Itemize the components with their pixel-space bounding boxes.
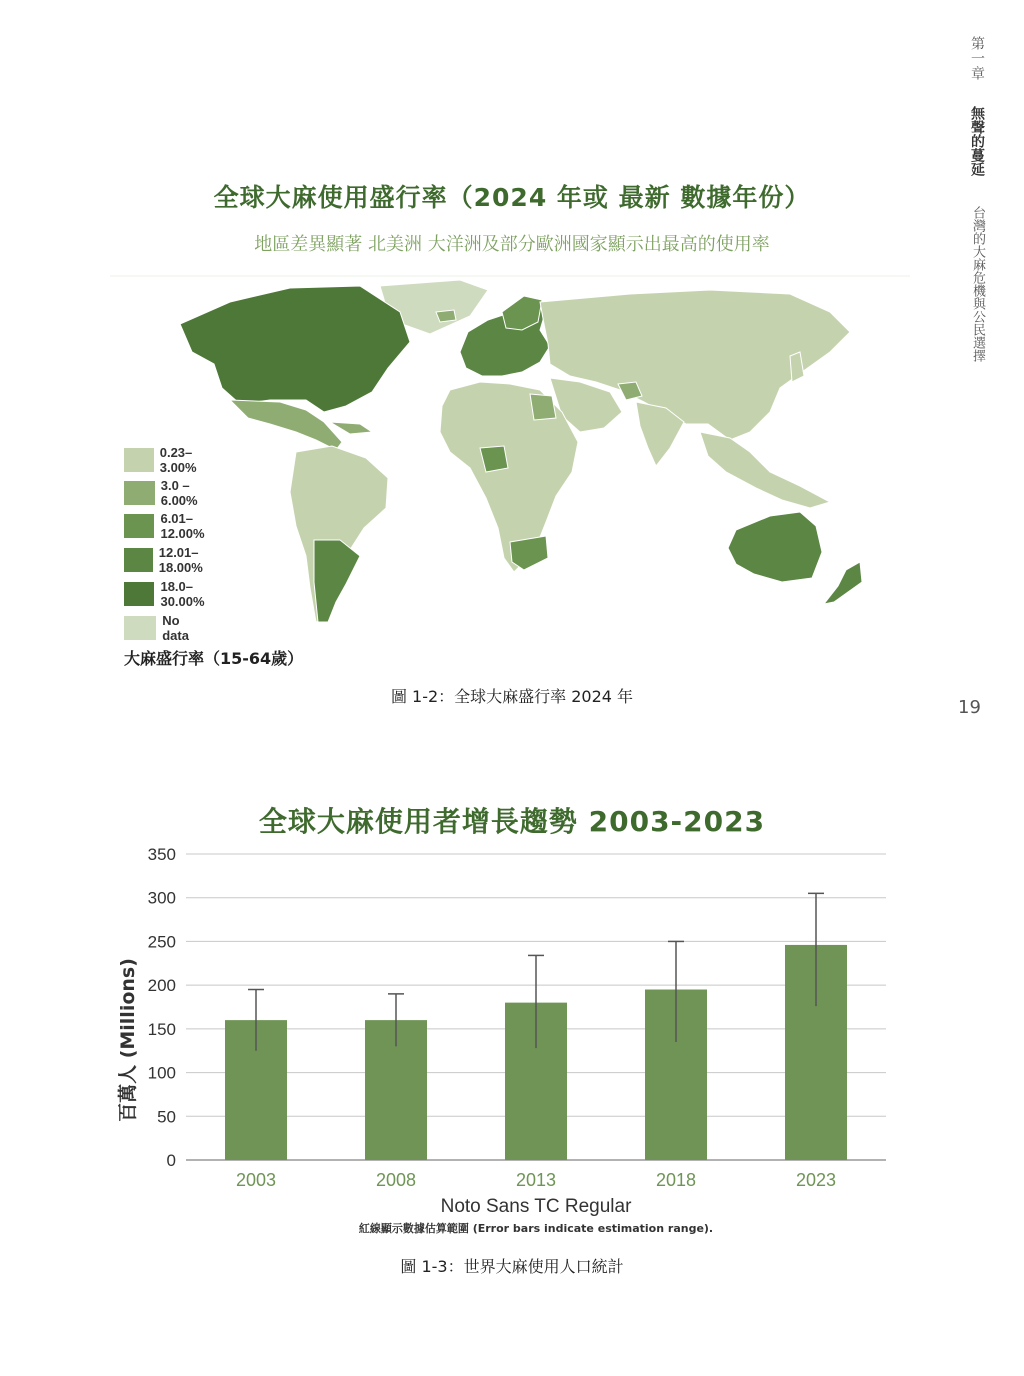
y-tick-label: 250 [147,932,176,952]
legend-label: 3.0 –6.00% [160,478,198,508]
legend-swatch [124,616,156,640]
running-header-subtitle: 台灣的大麻危機與公民選擇 [970,206,985,362]
map-region-egypt [530,394,556,420]
legend-swatch [124,448,154,472]
map-region-australia [728,512,822,582]
x-axis-label: Noto Sans TC Regular [440,1196,632,1217]
y-axis-label: 百萬人 (Millions) [117,958,139,1122]
legend-item [124,478,209,508]
legend-item [124,511,216,541]
map-region-argentina-chile [314,540,360,622]
legend-swatch [124,481,155,505]
chart-caption: 圖 1-3：世界大麻使用人口統計 [400,1257,624,1276]
legend-label: 18.0–30.00% [160,579,205,609]
legend-item [124,579,216,609]
legend-item [124,545,216,575]
running-header-book-title: 無聲的蔓延 [969,106,985,176]
x-tick-label: 2023 [795,1170,837,1190]
legend-swatch [124,514,154,538]
map-region-new-zealand [824,562,862,604]
legend-label: 0.23–3.00% [159,445,197,475]
map-region-north-america [180,286,410,412]
map-region-southeast-asia [700,432,830,508]
y-tick-label: 50 [157,1107,176,1127]
world-map [110,272,910,642]
map-region-iceland [436,310,456,322]
legend-label: 6.01–12.00% [160,511,205,541]
chart-title: 全球大麻使用者增長趨勢 2003-2023 [258,805,766,838]
map-region-south-africa [510,536,548,570]
map-region-caribbean [330,422,372,434]
y-tick-label: 150 [147,1019,176,1039]
bar-chart [100,840,900,1240]
y-tick-label: 350 [147,845,176,864]
y-tick-label: 300 [147,888,176,908]
x-tick-label: 2013 [515,1170,557,1190]
y-tick-label: 200 [147,976,176,996]
legend-item [124,613,199,643]
page-number: 19 [958,697,981,718]
legend-item [124,445,209,475]
running-header-chapter: 第一章 [969,36,985,81]
x-tick-label: 2008 [375,1170,417,1190]
map-region-africa [440,382,578,572]
map-caption: 圖 1-2：全球大麻盛行率 2024 年 [390,687,634,706]
chart-note: 紅線顯示數據估算範圍 (Error bars indicate estimation range). [358,1222,714,1235]
legend-label: 12.01–18.00% [158,545,203,575]
chart-error-bars [248,893,824,1050]
x-tick-label: 2018 [655,1170,697,1190]
map-subtitle: 地區差異顯著 北美洲 大洋洲及部分歐洲國家顯示出最高的使用率 [254,234,770,255]
legend-swatch [124,548,153,572]
map-title: 全球大麻使用盛行率（2024 年或 最新 數據年份） [213,183,811,212]
y-axis-ticks [148,845,176,1170]
y-tick-label: 0 [166,1151,176,1170]
legend-label: No data [162,613,189,643]
x-tick-label: 2003 [235,1170,277,1190]
map-unit-label: 大麻盛行率（15-64歲） [124,649,304,668]
x-axis-ticks [236,1170,836,1190]
y-tick-label: 100 [147,1063,176,1083]
legend-swatch [124,582,154,606]
